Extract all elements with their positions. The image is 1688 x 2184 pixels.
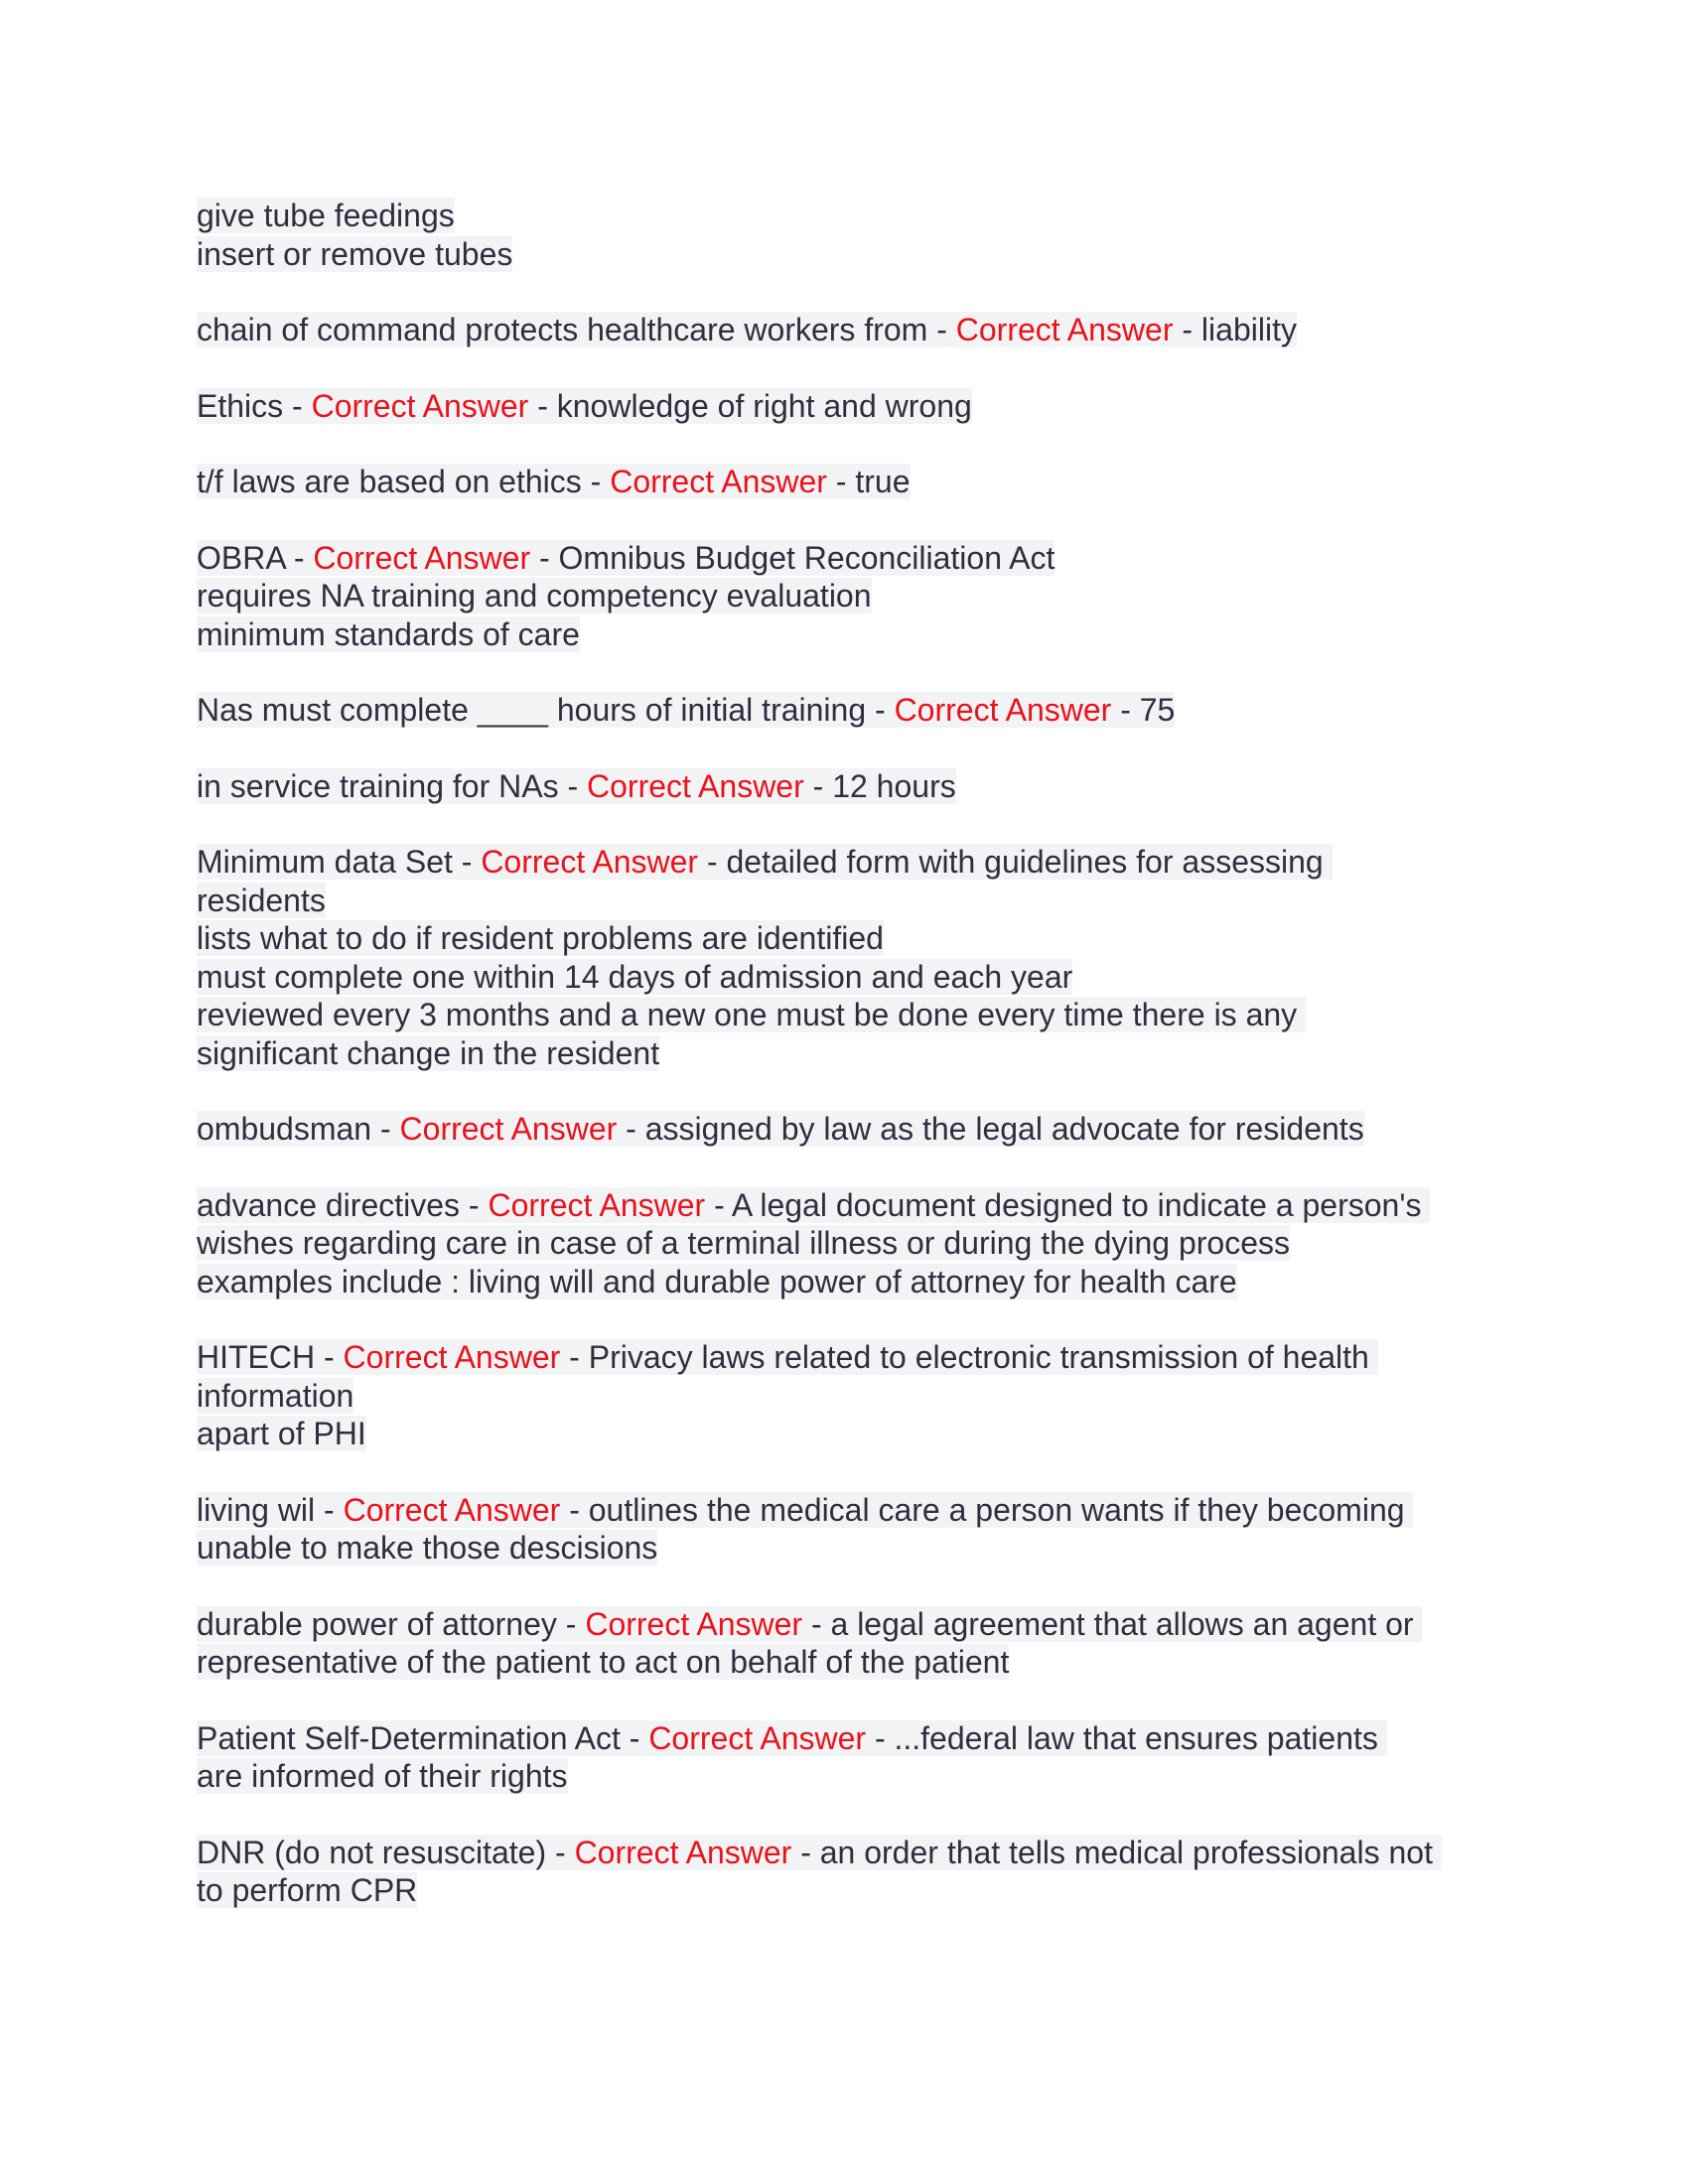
entry-first-line — [197, 1719, 1507, 1758]
term-text: living wil — [197, 1491, 316, 1528]
correct-answer-label: Correct Answer — [311, 387, 529, 424]
answer-text: liability — [1200, 312, 1297, 347]
separator: - — [1111, 692, 1140, 728]
entry-first-line — [197, 1110, 1507, 1149]
highlighted-text: reviewed every 3 months and a new one must be done every time there is any — [197, 997, 1307, 1032]
entry-spacer — [197, 273, 1507, 311]
highlighted-text: lists what to do if resident problems are identified — [197, 920, 884, 956]
entry-spacer — [197, 1149, 1507, 1186]
separator: - — [546, 1834, 575, 1870]
correct-answer-label: Correct Answer — [894, 692, 1112, 728]
separator: - — [698, 844, 727, 880]
flashcard-entry — [197, 1719, 1507, 1796]
highlighted-text — [197, 388, 972, 424]
answer-text: 12 hours — [832, 767, 956, 804]
term-text: OBRA — [197, 539, 285, 576]
entry-continuation-line — [197, 919, 1507, 958]
separator: - — [315, 1491, 344, 1528]
entry-continuation-line — [197, 1224, 1507, 1263]
flashcard-entry — [197, 1186, 1507, 1301]
separator: - — [866, 692, 895, 728]
separator: - — [705, 1186, 732, 1223]
entry-continuation-line — [197, 1415, 1507, 1453]
entry-spacer — [197, 805, 1507, 843]
flashcard-entry — [197, 1834, 1507, 1910]
separator: - — [530, 539, 559, 576]
answer-text: an order that tells medical professionals not — [819, 1834, 1442, 1870]
separator: - — [803, 767, 833, 804]
correct-answer-label: Correct Answer — [585, 1605, 803, 1642]
correct-answer-label: Correct Answer — [343, 1339, 561, 1375]
separator: - — [866, 1719, 895, 1756]
entry-continuation-line — [197, 1377, 1507, 1416]
entry-first-line — [197, 1605, 1507, 1644]
highlighted-text: to perform CPR — [197, 1872, 418, 1908]
highlighted-text — [197, 768, 956, 804]
separator: - — [528, 387, 557, 424]
intro-text: give tube feedings — [197, 198, 455, 233]
entry-spacer — [197, 425, 1507, 463]
answer-text: A legal document designed to indicate a person's — [731, 1186, 1431, 1223]
highlighted-text — [197, 1339, 1378, 1375]
correct-answer-label: Correct Answer — [955, 312, 1174, 347]
correct-answer-label: Correct Answer — [574, 1834, 792, 1870]
separator: - — [556, 1605, 586, 1642]
highlighted-text — [197, 1187, 1430, 1223]
separator: - — [802, 1605, 831, 1642]
term-text: Ethics — [197, 387, 284, 424]
intro-text: insert or remove tubes — [197, 235, 513, 272]
highlighted-text — [197, 692, 1175, 728]
entry-first-line — [197, 387, 1507, 426]
term-text: HITECH — [197, 1339, 316, 1375]
flashcard-entry — [197, 767, 1507, 806]
separator: - — [1173, 312, 1201, 347]
separator: - — [620, 1719, 649, 1756]
entry-spacer — [197, 653, 1507, 691]
term-text: Nas must complete ____ hours of initial training — [197, 692, 867, 728]
separator: - — [283, 387, 312, 424]
entry-first-line — [197, 1491, 1507, 1530]
intro-line — [197, 197, 1507, 235]
correct-answer-label: Correct Answer — [587, 767, 804, 804]
entry-first-line — [197, 1834, 1507, 1872]
highlighted-text — [197, 1111, 1364, 1147]
answer-text: Privacy laws related to electronic transmission of health — [588, 1339, 1378, 1375]
entry-continuation-line — [197, 1263, 1507, 1301]
correct-answer-label: Correct Answer — [313, 539, 531, 576]
entry-continuation-line — [197, 615, 1507, 654]
entry-spacer — [197, 1072, 1507, 1110]
highlighted-text — [197, 1720, 1387, 1756]
highlighted-text: minimum standards of care — [197, 615, 580, 652]
correct-answer-label: Correct Answer — [488, 1186, 706, 1223]
entry-first-line — [197, 311, 1507, 349]
flashcard-entry — [197, 311, 1507, 349]
highlighted-text — [197, 1492, 1413, 1528]
entry-spacer — [197, 349, 1507, 387]
highlighted-text: information — [197, 1377, 354, 1414]
answer-text: true — [855, 464, 911, 499]
separator: - — [560, 1339, 589, 1375]
highlighted-text — [197, 312, 1297, 347]
term-text: advance directives — [197, 1186, 461, 1223]
highlighted-text: examples include : living will and durable power of attorney for health care — [197, 1263, 1237, 1299]
flashcard-entry — [197, 691, 1507, 730]
answer-text: 75 — [1139, 692, 1176, 728]
entry-first-line — [197, 1338, 1507, 1377]
term-text: Minimum data Set — [197, 844, 453, 880]
highlighted-text — [197, 540, 1055, 576]
highlighted-text: are informed of their rights — [197, 1758, 568, 1794]
term-text: chain of command protects healthcare workers from — [197, 312, 928, 347]
entry-first-line — [197, 463, 1507, 501]
correct-answer-label: Correct Answer — [610, 464, 827, 499]
flashcard-entry — [197, 539, 1507, 654]
entry-first-line — [197, 767, 1507, 806]
entry-spacer — [197, 1453, 1507, 1491]
entry-continuation-line — [197, 958, 1507, 997]
separator: - — [558, 767, 588, 804]
term-text: DNR (do not resuscitate) — [197, 1834, 547, 1870]
term-text: Patient Self-Determination Act — [197, 1719, 621, 1756]
term-text: ombudsman — [197, 1111, 372, 1147]
entry-first-line — [197, 843, 1507, 882]
entry-first-line — [197, 691, 1507, 730]
separator: - — [560, 1491, 589, 1528]
entry-continuation-line — [197, 1529, 1507, 1568]
correct-answer-label: Correct Answer — [399, 1111, 618, 1147]
entry-continuation-line — [197, 996, 1507, 1034]
entry-spacer — [197, 501, 1507, 539]
highlighted-text: unable to make those descisions — [197, 1530, 658, 1566]
entry-continuation-line — [197, 882, 1507, 920]
highlighted-text: must complete one within 14 days of admission and each year — [197, 958, 1073, 995]
highlighted-text: wishes regarding care in case of a terminal illness or during the dying process — [197, 1225, 1290, 1261]
flashcard-entry — [197, 463, 1507, 501]
separator: - — [315, 1339, 344, 1375]
highlighted-text: requires NA training and competency evaluation — [197, 578, 872, 614]
flashcard-entry — [197, 1605, 1507, 1682]
highlighted-text: representative of the patient to act on behalf of the patient — [197, 1644, 1010, 1680]
document-page — [197, 197, 1507, 1910]
flashcard-entry — [197, 387, 1507, 426]
highlighted-text — [197, 1606, 1422, 1642]
entry-first-line — [197, 1186, 1507, 1225]
separator: - — [581, 464, 611, 499]
entry-continuation-line — [197, 1871, 1507, 1910]
entry-first-line — [197, 539, 1507, 578]
entry-spacer — [197, 1796, 1507, 1834]
flashcard-entry — [197, 1110, 1507, 1149]
highlighted-text — [197, 464, 911, 499]
answer-text: a legal agreement that allows an agent or — [830, 1605, 1423, 1642]
correct-answer-label: Correct Answer — [481, 844, 699, 880]
entry-spacer — [197, 1568, 1507, 1605]
flashcard-entry — [197, 1338, 1507, 1453]
term-text: t/f laws are based on ethics — [197, 464, 582, 499]
flashcard-list — [197, 273, 1507, 1910]
separator: - — [826, 464, 856, 499]
separator: - — [617, 1111, 645, 1147]
separator: - — [460, 1186, 489, 1223]
separator: - — [927, 312, 956, 347]
entry-continuation-line — [197, 1757, 1507, 1796]
intro-line — [197, 235, 1507, 274]
separator: - — [791, 1834, 820, 1870]
entry-spacer — [197, 730, 1507, 767]
term-text: durable power of attorney — [197, 1605, 557, 1642]
highlighted-text: significant change in the resident — [197, 1034, 660, 1071]
correct-answer-label: Correct Answer — [343, 1491, 561, 1528]
entry-spacer — [197, 1300, 1507, 1338]
term-text: in service training for NAs — [197, 767, 559, 804]
highlighted-text: apart of PHI — [197, 1416, 366, 1451]
separator: - — [284, 539, 314, 576]
answer-text: ...federal law that ensures patients — [894, 1719, 1387, 1756]
highlighted-text — [197, 844, 1333, 880]
entry-continuation-line — [197, 1034, 1507, 1073]
entry-spacer — [197, 1682, 1507, 1719]
separator: - — [371, 1111, 400, 1147]
answer-text: assigned by law as the legal advocate for residents — [644, 1111, 1364, 1147]
entry-continuation-line — [197, 1643, 1507, 1682]
flashcard-entry — [197, 843, 1507, 1072]
answer-text: Omnibus Budget Reconciliation Act — [558, 539, 1055, 576]
correct-answer-label: Correct Answer — [648, 1719, 867, 1756]
answer-text: detailed form with guidelines for assessing — [726, 844, 1333, 880]
highlighted-text: residents — [197, 882, 326, 918]
answer-text: knowledge of right and wrong — [556, 387, 972, 424]
entry-continuation-line — [197, 577, 1507, 615]
highlighted-text — [197, 1835, 1442, 1870]
answer-text: outlines the medical care a person wants if they becoming — [588, 1491, 1414, 1528]
flashcard-entry — [197, 1491, 1507, 1568]
separator: - — [452, 844, 482, 880]
